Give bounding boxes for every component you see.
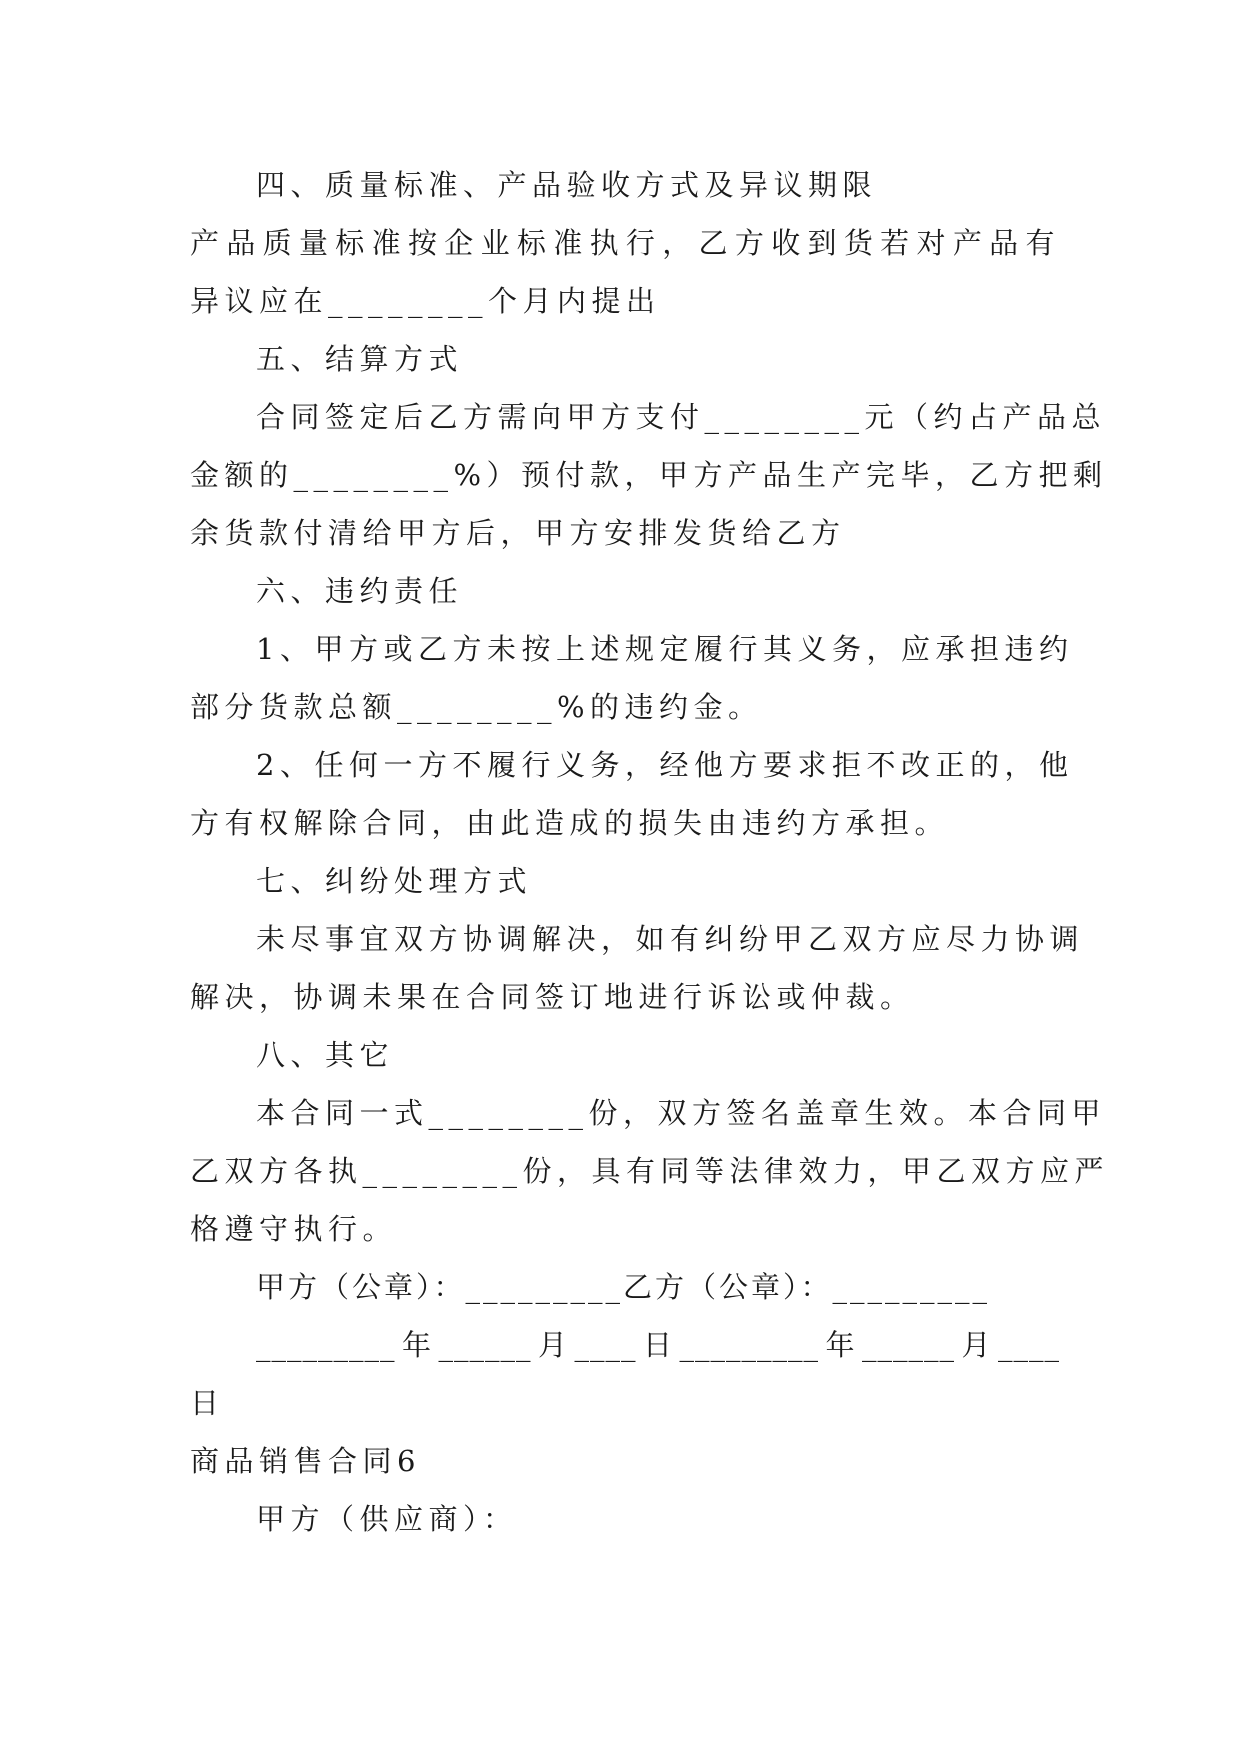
date-line-continuation: 日 [190, 1386, 225, 1420]
section7-body-line-2: 解决，协调未果在合同签订地进行诉讼或仲裁。 [190, 980, 915, 1014]
section4-body-line-2: 异议应在________个月内提出 [190, 284, 661, 318]
section7-heading: 七、纠纷处理方式 [256, 864, 533, 898]
section6-item1-line-2: 部分货款总额________%的违约金。 [190, 690, 763, 724]
section8-heading: 八、其它 [256, 1038, 395, 1072]
section7-body-line-1: 未尽事宜双方协调解决，如有纠纷甲乙双方应尽力协调 [256, 922, 1085, 956]
section4-body-line-1: 产品质量标准按企业标准执行，乙方收到货若对产品有 [190, 226, 1060, 260]
section5-body-line-2: 金额的________%）预付款，甲方产品生产完毕，乙方把剩 [190, 458, 1108, 492]
section4-heading: 四、质量标准、产品验收方式及异议期限 [256, 168, 878, 202]
next-contract-title: 商品销售合同6 [190, 1444, 421, 1478]
section6-item2-line-2: 方有权解除合同，由此造成的损失由违约方承担。 [190, 806, 950, 840]
section6-heading: 六、违约责任 [256, 574, 464, 608]
section8-body-line-1: 本合同一式________份，双方签名盖章生效。本合同甲 [256, 1096, 1107, 1130]
section6-item2-line-1: 2、任何一方不履行义务，经他方要求拒不改正的，他 [256, 748, 1074, 782]
section8-body-line-3: 格遵守执行。 [190, 1212, 398, 1246]
party-a-label: 甲方（供应商）： [256, 1502, 518, 1536]
section6-item1-line-1: 1、甲方或乙方未按上述规定履行其义务，应承担违约 [256, 632, 1074, 666]
section5-body-line-1: 合同签定后乙方需向甲方支付________元（约占产品总 [256, 400, 1107, 434]
signature-line: 甲方（公章）：_________乙方（公章）：_________ [256, 1270, 991, 1304]
section5-body-line-3: 余货款付清给甲方后，甲方安排发货给乙方 [190, 516, 846, 550]
section8-body-line-2: 乙双方各执________份，具有同等法律效力，甲乙双方应严 [190, 1154, 1110, 1188]
date-line: _________年______月____日_________年______月____ [256, 1328, 1060, 1362]
section5-heading: 五、结算方式 [256, 342, 464, 376]
